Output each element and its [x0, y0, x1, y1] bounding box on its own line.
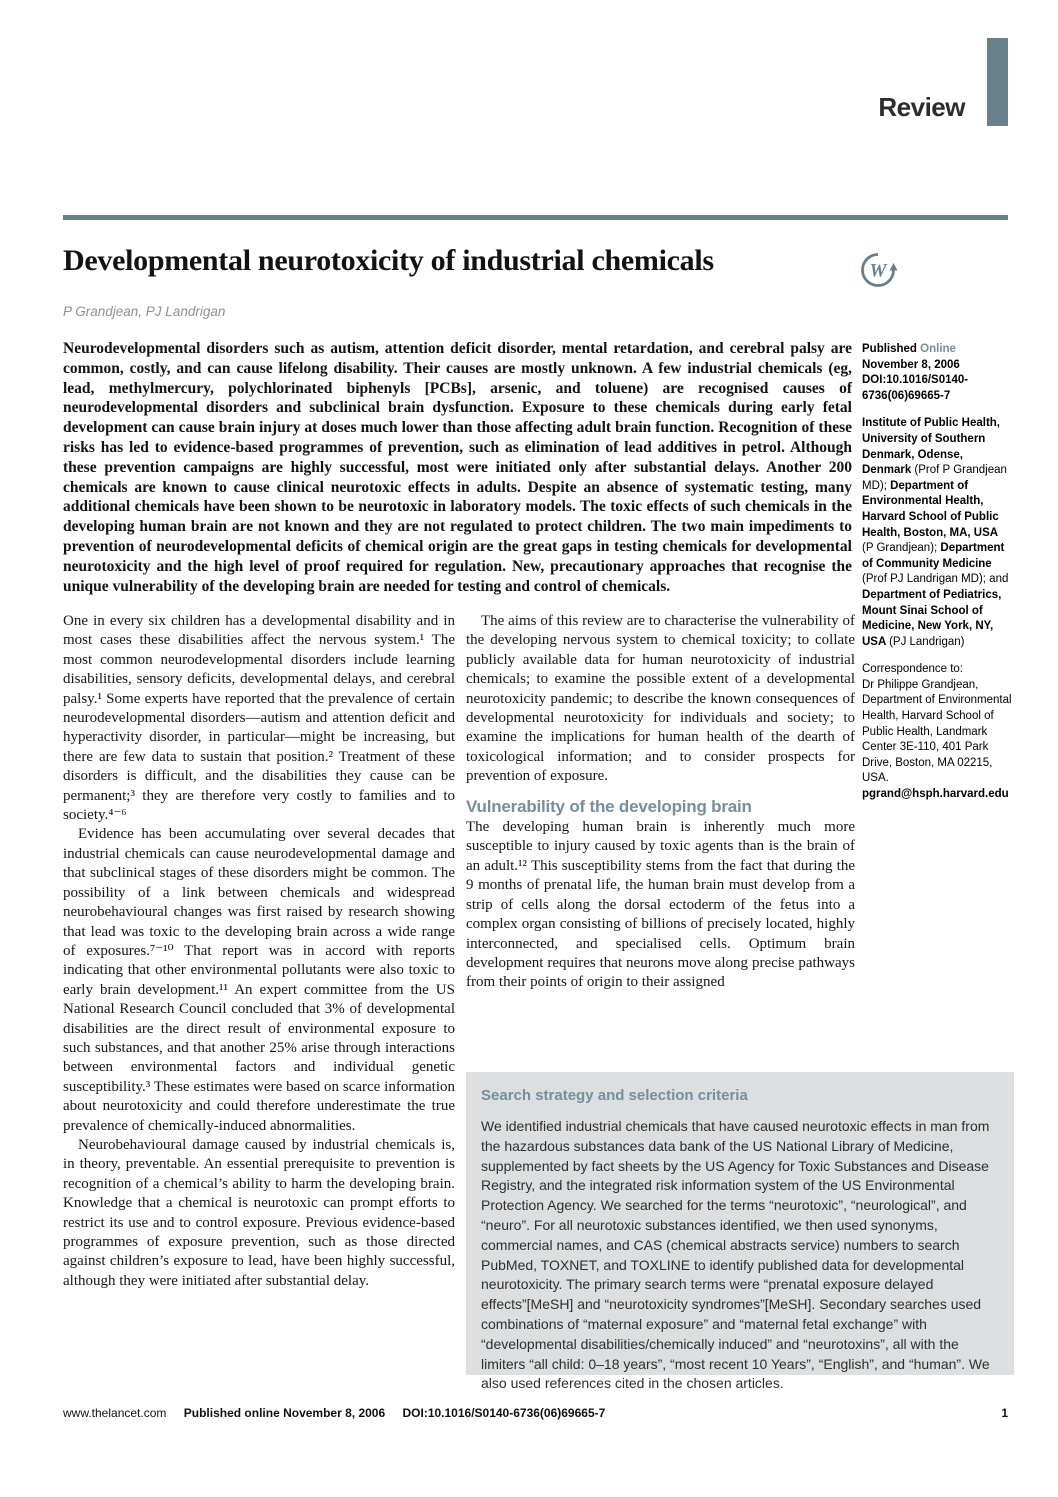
footer-doi: DOI:10.1016/S0140-6736(06)69665-7 [402, 1406, 606, 1420]
paragraph-intro: One in every six children has a developmental disability and in most cases these disabilities affect the nervous system.¹ The most common neurodevelopmental disorders include learning disabilities, sensory deficits, developmental delays, and cerebral palsy.¹ Some experts have reported that the prevalence of certain neurodevelopmental disorders—autism and attention deficit and hyperactivity disorder, in particular—might be increasing, but there are few data to sustain that position.² Treatment of these disorders is difficult, and the disabilities they cause can be permanent;³ they are therefore very costly to families and to society.⁴⁻⁶ [63, 613, 455, 824]
affiliation-segment: Department of Community Medicine [862, 542, 1005, 570]
title-rule [63, 215, 1008, 220]
affiliation-segment: (Prof PJ Landrigan MD); and [862, 573, 1009, 586]
panel-body: We identified industrial chemicals that have caused neurotoxic effects in man from the hazardous substances data bank of the US National Library of Medicine, supplemented by fact sheets by the US Agency for Toxic Substances and Disease Registry, and the integrated risk information system of the US Environmental Protection Agency. We searched for the terms “neurotoxic”, “neurological”, and “neuro”. For all neurotoxic substances identified, we then used synonyms, commercial names, and CAS (chemical abstracts service) numbers to search PubMed, TOXNET, and TOXLINE to identify published data for developmental neurotoxicity. The primary search terms were “prenatal exposure delayed effects”[MeSH] and “neurotoxicity syndromes”[MeSH]. Secondary searches used combinations of “maternal exposure” and “maternal fetal exchange” with “developmental disabilities/chemically induced” and “neurotoxins”, all with the limiters “all child: 0–18 years”, “most recent 10 Years”, “English”, and “human”. We also used references cited in the chosen articles. [481, 1118, 990, 1392]
paragraph-evidence: Evidence has been accumulating over several decades that industrial chemicals can cause neurodevelopmental damage and that subclinical stages of these disorders might be common. The possibility of a link between chemicals and widespread neurobehavioural changes was first raised by research showing that lead was toxic to the developing brain across a wide range of exposures.⁷⁻¹⁰ That report was in accord with reports indicating that other environmental pollutants were also toxic to early brain development.¹¹ An expert committee from the US National Research Council concluded that 3% of developmental disabilities are the direct result of environmental exposure to such substances, and that another 25% arise through interactions between environmental factors and individual genetic susceptibility.³ These estimates were based on scarce information about neurotoxicity and could therefore underestimate the true prevalence of chemically-induced abnormalities. [63, 826, 455, 1134]
column-right [466, 612, 855, 993]
affiliation-segment: Institute of Public Health, University of Southern Denmark, Odense, Denmark [862, 417, 1001, 477]
arrowhead [890, 263, 898, 271]
footer-published: Published online November 8, 2006 [183, 1406, 386, 1420]
published-date: November 8, 2006 [862, 358, 960, 371]
site-url-link[interactable]: www.thelancet.com [63, 1406, 167, 1420]
article-title: Developmental neurotoxicity of industrial chemicals [63, 244, 714, 277]
sidebar-doi: DOI:10.1016/S0140-6736(06)69665-7 [862, 374, 969, 402]
footer-citation [63, 1406, 605, 1420]
web-extra-icon [858, 250, 898, 290]
page-footer [63, 1406, 1008, 1420]
affiliation-segment: Department of Environmental Health, Harvard School of Public Health, Boston, MA, USA [862, 479, 999, 539]
published-block [862, 342, 1012, 404]
section-label: Review [878, 92, 965, 122]
column-left [63, 612, 455, 1291]
correspondence-address: Dr Philippe Grandjean, Department of Environmental Health, Harvard School of Public Health, Landmark Center 3E-110, 401 Park Drive, Boston, MA 02215, USA. [862, 678, 1012, 785]
affiliations [862, 416, 1012, 650]
email-link[interactable]: pgrand@hsph.harvard.edu [862, 788, 1009, 801]
affiliation-segment: Department of Pediatrics, Mount Sinai School of Medicine, New York, NY, USA [862, 588, 1002, 648]
correspondence-label: Correspondence to: [862, 663, 964, 676]
affiliation-segment: (P Grandjean); [862, 542, 941, 555]
section-heading-vulnerability: Vulnerability of the developing brain [466, 796, 752, 816]
published-label: Published [862, 343, 917, 355]
page-number: 1 [1001, 1406, 1008, 1420]
paragraph-aims: The aims of this review are to characterise the vulnerability of the developing nervous system to chemical toxicity; to collate publicly available data for human neurotoxicity of industrial chemicals; to examine the possible extent of a developmental neurotoxicity pandemic; to describe the known consequences of developmental neurotoxicity for individuals and society; to examine the implications for human health of the dearth of toxicological information; and to consider prospects for prevention of exposure. [466, 613, 855, 785]
panel-title: Search strategy and selection criteria [481, 1087, 748, 1104]
web-icon-letter: W [869, 260, 887, 282]
affiliation-segment: (Prof P Grandjean MD); [862, 464, 1007, 492]
sidebar [862, 342, 1012, 815]
paragraph-prevention: Neurobehavioural damage caused by industrial chemicals is, in theory, preventable. An essential prerequisite to prevention is recognition of a chemical’s ability to harm the developing brain. Knowledge that a chemical is neurotoxic can prompt efforts to restrict its use and to control exposure. Previous evidence-based programmes of exposure prevention, such as those directed against children’s exposure to lead, have been highly successful, although they were initiated after substantial delay. [63, 1136, 455, 1289]
paragraph-vulnerability: The developing human brain is inherently much more susceptible to injury caused by toxic agents than is the brain of an adult.¹² This susceptibility stems from the fact that during the 9 months of prenatal life, the human brain must develop from a strip of cells along the dorsal ectoderm of the fetus into a complex organ consisting of billions of precisely located, highly interconnected, and specialised cells. Optimum brain development requires that neurons move along precise pathways from their points of origin to their assigned [466, 819, 855, 991]
correspondence-block [862, 662, 1012, 802]
search-strategy-panel [466, 1072, 1014, 1392]
abstract: Neurodevelopmental disorders such as autism, attention deficit disorder, mental retardation, and cerebral palsy are common, costly, and can cause lifelong disability. Their causes are mostly unknown. A few industrial chemicals (eg, lead, methylmercury, polychlorinated biphenyls [PCBs], arsenic, and toluene) are recognised causes of neurodevelopmental disorders and subclinical brain dysfunction. Exposure to these chemicals during early fetal development can cause brain injury at doses much lower than those affecting adult brain function. Recognition of these risks has led to evidence-based programmes of prevention, such as elimination of lead additives in petrol. Although these prevention campaigns are highly successful, most were initiated only after substantial delays. Another 200 chemicals are known to cause clinical neurotoxic effects in adults. Despite an absence of systematic testing, many additional chemicals have been shown to be neurotoxic in laboratory models. The toxic effects of such chemicals in the developing human brain are not known and they are not regulated to protect children. The two main impediments to prevention of neurodevelopmental deficits of chemical origin are the great gaps in testing chemicals for developmental neurotoxicity and the high level of proof required for regulation. New, precautionary approaches that recognise the unique vulnerability of the developing brain are needed for testing and control of chemicals. [63, 340, 852, 595]
corner-block [987, 38, 1008, 126]
authors: P Grandjean, PJ Landrigan [63, 304, 226, 319]
affiliation-segment: (PJ Landrigan) [889, 635, 965, 648]
published-online-label: Online [920, 343, 956, 355]
